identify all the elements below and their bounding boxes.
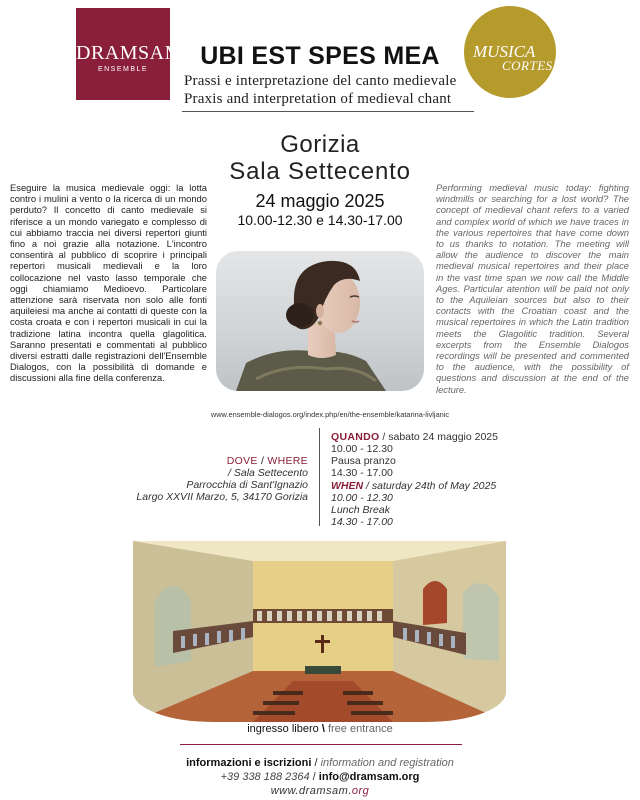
where-parish: Parrocchia di Sant'Ignazio [186, 479, 308, 491]
email-address[interactable]: info@dramsam.org [318, 771, 420, 783]
page-title: UBI EST SPES MEA [200, 42, 440, 70]
when-slot1-it: 10.00 - 12.30 [331, 443, 393, 455]
where-label-it: DOVE [226, 455, 258, 467]
vertical-divider [319, 428, 320, 526]
when-break-en: Lunch Break [331, 504, 390, 516]
when-label-it: QUANDO [331, 431, 380, 443]
dramsam-logo-name: DRAMSAM [76, 42, 183, 64]
when-heading-it: QUANDO / sabato 24 maggio 2025 [331, 431, 498, 443]
portrait-illustration [216, 251, 424, 391]
hall-photo [133, 541, 506, 722]
description-italian: Eseguire la musica medievale oggi: la lotta contro i mulini a vento o la ricerca di un mondo perduto? Il concetto di canto medievale si riferisce a un mondo variegato e complesso di cui abbiamo traccia nei diversi repertori giunti fino a noi grazie alla notazione. L'incontro consentirà al pubblico di scoprire i principali repertori musicali medievali e la loro collocazione nel vasto lasso temporale che oggi chiamiamo Medioevo. Particolare attenzione sarà riservata non solo alle fonti aquileiesi ma anche ai contatti di queste con la costa croata e con i repertori musicali in cui la tradizione latina incontra quella glagolitica. Saranno presentati e commentati al pubblico diversi estratti dalle registrazioni dell'Ensemble Dialogos, con la possibilità di domande e discussioni alla fine della conferenza. [10, 182, 207, 384]
when-slot2-en: 14.30 - 17.00 [331, 516, 393, 528]
hall-illustration [133, 541, 506, 722]
when-date-en: saturday 24th of May 2025 [371, 480, 497, 492]
description-english: Performing medieval music today: fighting windmills or searching for a lost world? The concept of medieval chant refers to a varied and complex world of which we have traces in the various repertoires that have come down to us thanks to notation. The meeting will allow the audience to discover the main medieval musical repertoires and their place in the vast time span we now call the Middle Ages. Particular atention will be paid not only to the Aquileian sources but also to their contacts with the Croatian coast and the musical repertoires in which the Latin tradition meets the Glagolitic tradition. Several excerpts from the Ensemble Dialogos recordings will be presented and commented to the audience, with the possibility of questions and discussion at the end of the lecture. [436, 182, 629, 395]
event-date: 24 maggio 2025 [255, 191, 385, 211]
where-heading: DOVE / WHERE [226, 455, 308, 467]
event-hours: 10.00-12.30 e 14.30-17.00 [237, 212, 403, 228]
dramsam-logo-sub: ENSEMBLE [97, 66, 149, 73]
website-link[interactable] [120, 785, 520, 797]
entry-note: ingresso libero \ free entrance [247, 723, 393, 735]
info-en: information and registration [320, 757, 454, 769]
info-line: informazioni e iscrizioni / information and registration [186, 757, 454, 769]
when-slot1-en: 10.00 - 12.30 [331, 492, 393, 504]
photo-credit-url[interactable]: www.ensemble-dialogos.org/index.php/en/the-ensemble/katarina-livljanic [210, 410, 450, 419]
footer-divider [180, 744, 462, 745]
musica-cortese-logo [464, 6, 562, 98]
when-heading-en: WHEN / saturday 24th of May 2025 [331, 480, 497, 492]
when-label-en: WHEN [331, 480, 364, 492]
phone-number[interactable]: +39 338 188 2364 [220, 771, 310, 783]
subtitle-it: Prassi e interpretazione del canto medievale [184, 73, 457, 89]
dramsam-logo [76, 8, 183, 100]
when-break-it: Pausa pranzo [331, 455, 396, 467]
entry-it: ingresso libero [247, 723, 319, 735]
when-date-it: sabato 24 maggio 2025 [388, 431, 498, 443]
where-venue-text: Sala Settecento [233, 467, 308, 479]
subtitle-en: Praxis and interpretation of medieval chant [184, 91, 452, 107]
musica-cortese-logo-line1: MUSICA [473, 42, 536, 61]
portrait-photo [216, 251, 424, 391]
header-divider [182, 111, 474, 112]
contact-line: +39 338 188 2364 / info@dramsam.org [220, 771, 420, 783]
info-it: informazioni e iscrizioni [186, 757, 312, 769]
where-venue: / Sala Settecento [228, 467, 308, 479]
website-tld: org [351, 785, 370, 797]
event-city: Gorizia [280, 131, 360, 158]
where-address: Largo XXVII Marzo, 5, 34170 Gorizia [136, 491, 308, 503]
when-slot2-it: 14.30 - 17.00 [331, 467, 393, 479]
event-venue: Sala Settecento [229, 158, 411, 185]
website-main: www.dramsam. [270, 785, 352, 797]
where-label-en: WHERE [267, 455, 308, 467]
entry-en: free entrance [327, 723, 393, 735]
musica-cortese-logo-line2: CORTESE [502, 58, 562, 73]
